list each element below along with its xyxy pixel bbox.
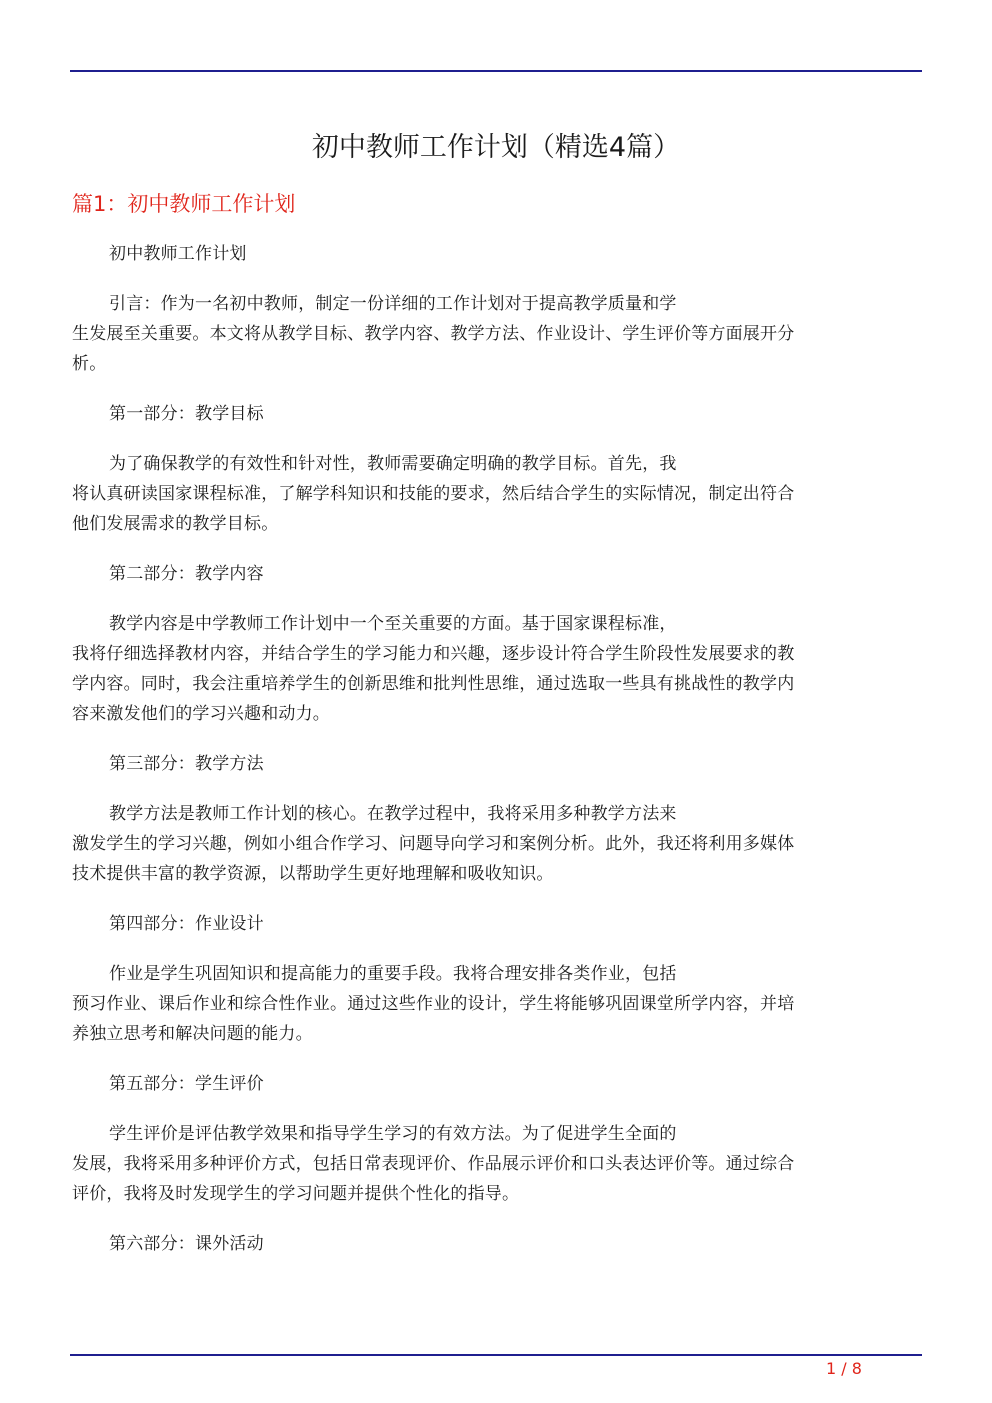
paragraph-gap	[72, 1209, 912, 1229]
paragraph-line: 初中教师工作计划	[109, 244, 247, 264]
document-body	[72, 239, 912, 1259]
paragraph	[72, 399, 912, 429]
paragraph-line: 我将仔细选择教材内容，并结合学生的学习能力和兴趣，逐步设计符合学生阶段性发展要求的教	[72, 644, 795, 664]
paragraph-line: 学内容。同时，我会注重培养学生的创新思维和批判性思维，通过选取一些具有挑战性的教学内	[72, 674, 795, 694]
paragraph-line: 预习作业、课后作业和综合性作业。通过这些作业的设计，学生将能够巩固课堂所学内容，并培	[72, 994, 795, 1014]
paragraph-line: 评价，我将及时发现学生的学习问题并提供个性化的指导。	[72, 1184, 520, 1204]
section-heading: 篇1：初中教师工作计划	[72, 192, 296, 216]
paragraph	[72, 1229, 912, 1259]
paragraph-gap	[72, 889, 912, 909]
paragraph	[72, 239, 912, 269]
paragraph	[72, 909, 912, 939]
paragraph-line: 生发展至关重要。本文将从教学目标、教学内容、教学方法、作业设计、学生评价等方面展开分	[72, 324, 795, 344]
paragraph	[72, 1069, 912, 1099]
paragraph-line: 激发学生的学习兴趣，例如小组合作学习、问题导向学习和案例分析。此外，我还将利用多媒体	[72, 834, 795, 854]
paragraph-gap	[72, 779, 912, 799]
paragraph	[72, 449, 912, 539]
paragraph-line: 养独立思考和解决问题的能力。	[72, 1024, 313, 1044]
paragraph-line: 教学方法是教师工作计划的核心。在教学过程中，我将采用多种教学方法来	[109, 804, 677, 824]
paragraph-gap	[72, 1099, 912, 1119]
paragraph-line: 教学内容是中学教师工作计划中一个至关重要的方面。基于国家课程标准，	[109, 614, 677, 634]
paragraph-line: 第四部分：作业设计	[109, 914, 264, 934]
header-rule	[70, 70, 922, 72]
paragraph-line: 将认真研读国家课程标准，了解学科知识和技能的要求，然后结合学生的实际情况，制定出符合	[72, 484, 795, 504]
paragraph-line: 发展，我将采用多种评价方式，包括日常表现评价、作品展示评价和口头表达评价等。通过综合	[72, 1154, 795, 1174]
paragraph-line: 第一部分：教学目标	[109, 404, 264, 424]
paragraph-gap	[72, 429, 912, 449]
paragraph	[72, 289, 912, 379]
paragraph-line: 作业是学生巩固知识和提高能力的重要手段。我将合理安排各类作业，包括	[109, 964, 677, 984]
paragraph-gap	[72, 379, 912, 399]
paragraph-line: 第三部分：教学方法	[109, 754, 264, 774]
paragraph-line: 为了确保教学的有效性和针对性，教师需要确定明确的教学目标。首先，我	[109, 454, 677, 474]
paragraph-line: 第二部分：教学内容	[109, 564, 264, 584]
paragraph-gap	[72, 939, 912, 959]
paragraph	[72, 609, 912, 729]
paragraph-gap	[72, 589, 912, 609]
paragraph-line: 学生评价是评估教学效果和指导学生学习的有效方法。为了促进学生全面的	[109, 1124, 677, 1144]
paragraph-line: 析。	[72, 354, 107, 374]
paragraph-line: 容来激发他们的学习兴趣和动力。	[72, 704, 330, 724]
paragraph-gap	[72, 269, 912, 289]
footer-rule	[70, 1354, 922, 1356]
paragraph	[72, 559, 912, 589]
paragraph-gap	[72, 539, 912, 559]
paragraph-gap	[72, 729, 912, 749]
paragraph	[72, 749, 912, 779]
paragraph	[72, 1119, 912, 1209]
page-number: 1 / 8	[826, 1359, 862, 1378]
paragraph-line: 引言：作为一名初中教师，制定一份详细的工作计划对于提高教学质量和学	[109, 294, 677, 314]
paragraph-line: 第六部分：课外活动	[109, 1234, 264, 1254]
paragraph-line: 第五部分：学生评价	[109, 1074, 264, 1094]
paragraph	[72, 959, 912, 1049]
paragraph-line: 技术提供丰富的教学资源，以帮助学生更好地理解和吸收知识。	[72, 864, 554, 884]
document-title: 初中教师工作计划（精选4篇）	[311, 132, 681, 163]
paragraph-line: 他们发展需求的教学目标。	[72, 514, 279, 534]
paragraph	[72, 799, 912, 889]
paragraph-gap	[72, 1049, 912, 1069]
